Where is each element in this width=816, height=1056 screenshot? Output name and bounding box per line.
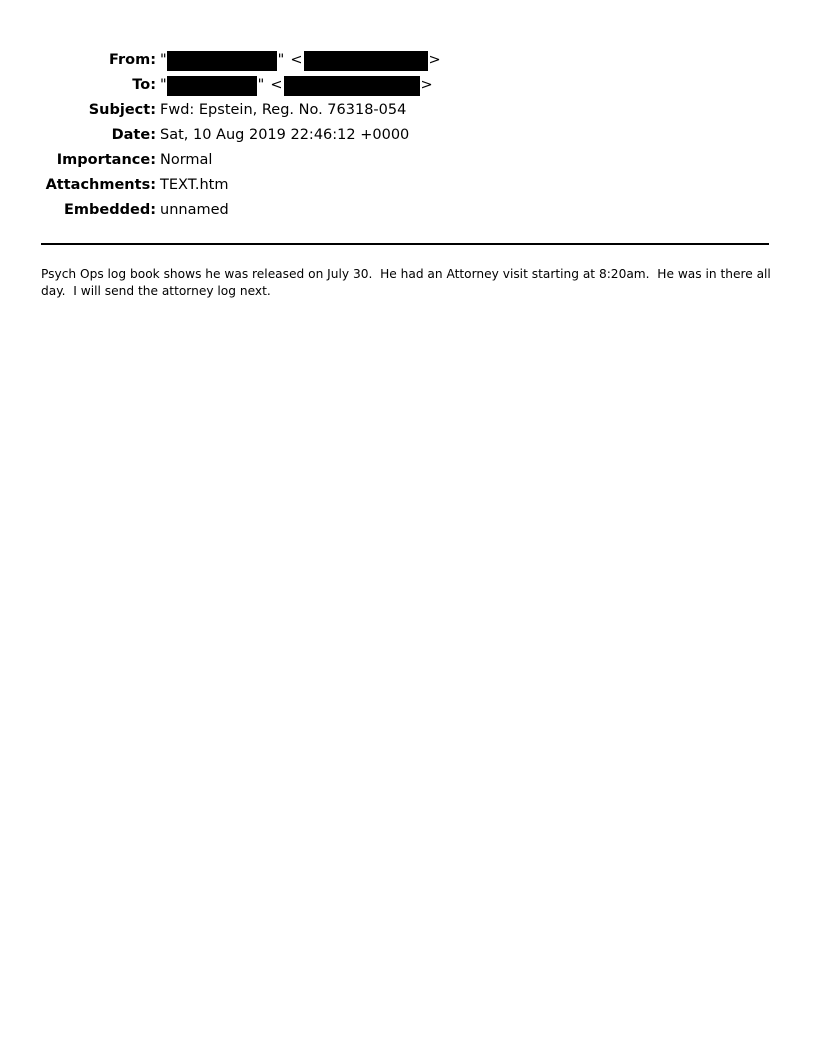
attachments-value: TEXT.htm bbox=[160, 177, 229, 193]
to-close-quote: " bbox=[257, 77, 265, 93]
from-email-redaction bbox=[304, 51, 428, 71]
embedded-value: unnamed bbox=[160, 202, 229, 218]
embedded-row bbox=[0, 198, 816, 223]
attachments-label: Attachments: bbox=[45, 177, 156, 193]
email-header bbox=[0, 48, 816, 223]
from-open-quote: " bbox=[160, 52, 167, 68]
embedded-label: Embedded: bbox=[64, 202, 156, 218]
from-close-quote: " bbox=[277, 52, 285, 68]
attachments-row bbox=[0, 173, 816, 198]
to-open-quote: " bbox=[160, 77, 167, 93]
subject-value: Fwd: Epstein, Reg. No. 76318-054 bbox=[160, 102, 407, 118]
message-body: Psych Ops log book shows he was released on July 30. He had an Attorney visit starting at 8:20am. He was in there all day. I will send the attorney log next. bbox=[41, 267, 775, 298]
date-row bbox=[0, 123, 816, 148]
importance-value: Normal bbox=[160, 152, 213, 168]
subject-row bbox=[0, 98, 816, 123]
importance-label: Importance: bbox=[56, 152, 156, 168]
to-open-angle: < bbox=[270, 77, 283, 93]
header-divider bbox=[41, 243, 769, 245]
to-value bbox=[160, 73, 433, 98]
to-label: To: bbox=[132, 77, 156, 93]
date-value: Sat, 10 Aug 2019 22:46:12 +0000 bbox=[160, 127, 410, 143]
to-row bbox=[0, 73, 816, 98]
to-name-redaction bbox=[167, 76, 257, 96]
from-row bbox=[0, 48, 816, 73]
to-close-angle: > bbox=[420, 77, 433, 93]
from-name-redaction bbox=[167, 51, 277, 71]
from-open-angle: < bbox=[290, 52, 303, 68]
from-label: From: bbox=[109, 52, 156, 68]
subject-label: Subject: bbox=[88, 102, 156, 118]
date-label: Date: bbox=[111, 127, 156, 143]
importance-row bbox=[0, 148, 816, 173]
to-email-redaction bbox=[284, 76, 420, 96]
from-close-angle: > bbox=[428, 52, 441, 68]
from-value bbox=[160, 48, 441, 73]
